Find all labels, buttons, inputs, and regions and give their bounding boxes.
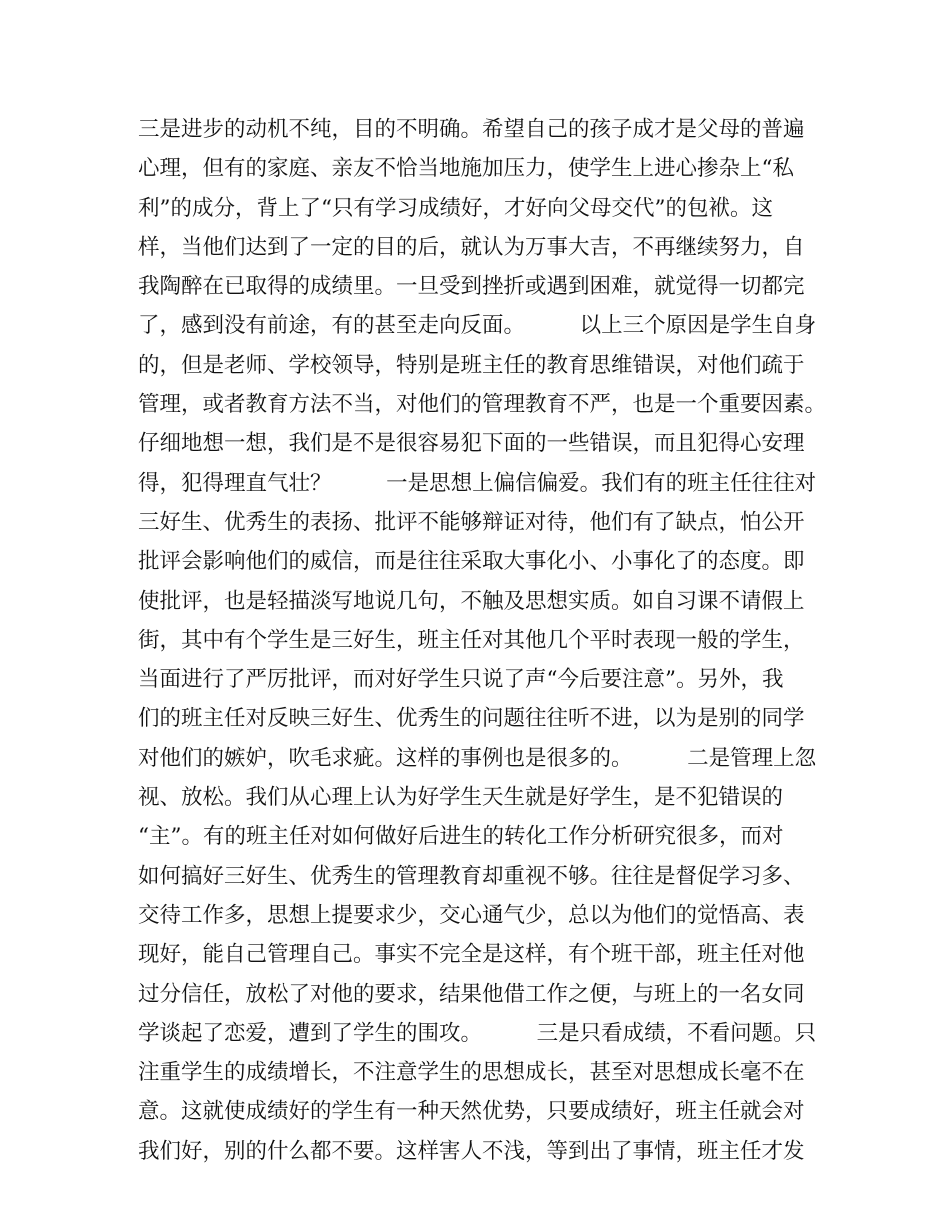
- text-line: 批评会影响他们的威信，而是往往采取大事化小、小事化了的态度。即: [138, 549, 805, 575]
- text-line: 我们好，别的什么都不要。这样害人不浅，等到出了事情，班主任才发: [138, 1138, 805, 1164]
- text-line: 过分信任，放松了对他的要求，结果他借工作之便，与班上的一名女同: [138, 981, 805, 1007]
- text-line: “主”。有的班主任对如何做好后进生的转化工作分析研究很多，而对: [138, 824, 784, 850]
- text-line: 样，当他们达到了一定的目的后，就认为万事大吉，不再继续努力，自: [138, 234, 805, 260]
- text-line: 街，其中有个学生是三好生，班主任对其他几个平时表现一般的学生，: [138, 627, 805, 653]
- text-line: 我陶醉在已取得的成绩里。一旦受到挫折或遇到困难，就觉得一切都完: [138, 274, 805, 300]
- text-line: 利”的成分，背上了“只有学习成绩好，才好向父母交代”的包袱。这: [138, 195, 773, 221]
- text-line: 了，感到没有前途，有的甚至走向反面。 以上三个原因是学生自身: [138, 313, 817, 339]
- text-line: 视、放松。我们从心理上认为好学生天生就是好学生，是不犯错误的: [138, 785, 784, 811]
- text-line: 注重学生的成绩增长，不注意学生的思想成长，甚至对思想成长毫不在: [138, 1060, 805, 1086]
- text-line: 交待工作多，思想上提要求少，交心通气少，总以为他们的觉悟高、表: [138, 902, 805, 928]
- text-line: 三好生、优秀生的表扬、批评不能够辩证对待，他们有了缺点，怕公开: [138, 509, 805, 535]
- text-line: 的，但是老师、学校领导，特别是班主任的教育思维错误，对他们疏于: [138, 352, 805, 378]
- text-line: 意。这就使成绩好的学生有一种天然优势，只要成绩好，班主任就会对: [138, 1099, 805, 1125]
- text-line: 心理，但有的家庭、亲友不恰当地施加压力，使学生上进心掺杂上“私: [138, 156, 794, 182]
- text-line: 仔细地想一想，我们是不是很容易犯下面的一些错误，而且犯得心安理: [138, 431, 805, 457]
- text-line: 使批评，也是轻描淡写地说几句，不触及思想实质。如自习课不请假上: [138, 588, 805, 614]
- text-line: 学谈起了恋爱，遭到了学生的围攻。 三是只看成绩，不看问题。只: [138, 1020, 817, 1046]
- text-line: 现好，能自己管理自己。事实不完全是这样，有个班干部，班主任对他: [138, 942, 805, 968]
- text-line: 对他们的嫉妒，吹毛求疵。这样的事例也是很多的。 二是管理上忽: [138, 745, 817, 771]
- text-line: 如何搞好三好生、优秀生的管理教育却重视不够。往往是督促学习多、: [138, 863, 805, 889]
- text-line: 管理，或者教育方法不当，对他们的管理教育不严，也是一个重要因素。: [138, 392, 827, 418]
- text-line: 得，犯得理直气壮？ 一是思想上偏信偏爱。我们有的班主任往往对: [138, 470, 817, 496]
- text-line: 当面进行了严厉批评，而对好学生只说了声“今后要注意”。另外，我: [138, 667, 784, 693]
- body-text: [138, 110, 828, 1171]
- text-line: 三是进步的动机不纯，目的不明确。希望自己的孩子成才是父母的普遍: [138, 117, 805, 142]
- text-line: 们的班主任对反映三好生、优秀生的问题往往听不进，以为是别的同学: [138, 706, 805, 732]
